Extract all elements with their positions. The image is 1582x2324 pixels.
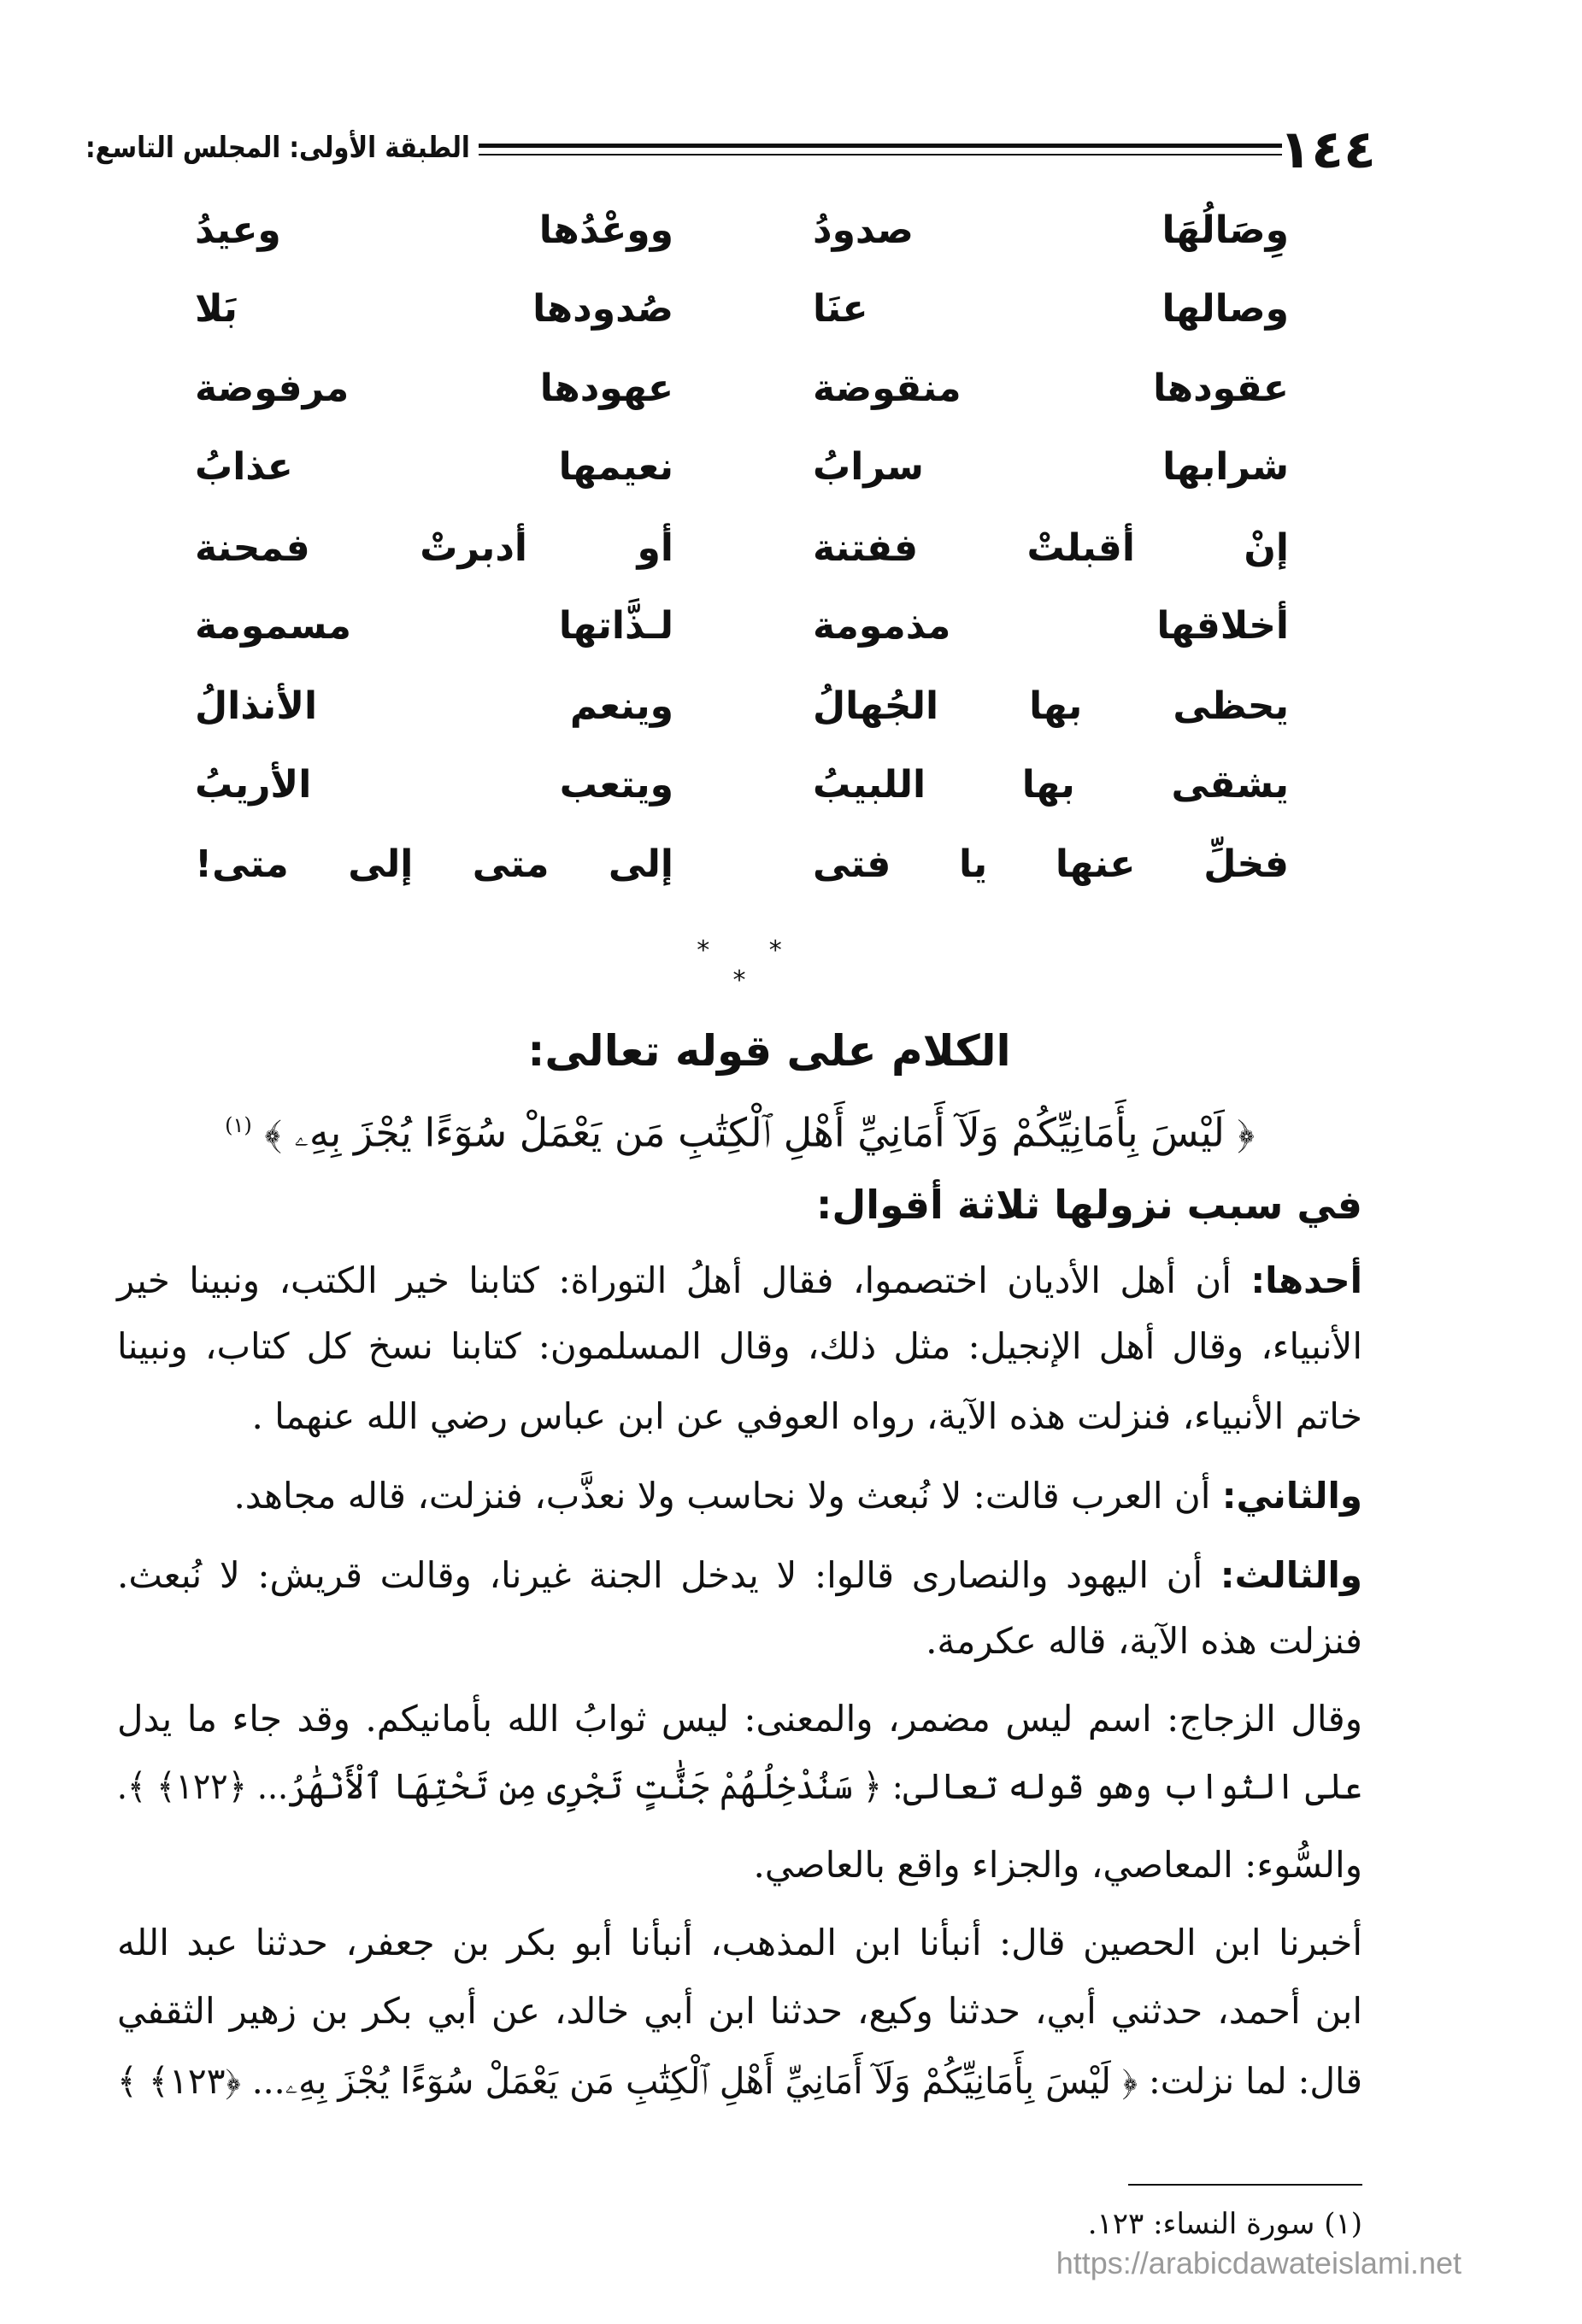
poem-hemistich-right: يحظى بها الجُهالُ	[813, 684, 1289, 728]
lead-word: والثاني:	[1221, 1475, 1362, 1517]
lead-word: والثالث:	[1220, 1554, 1362, 1596]
watermark-url: https://arabicdawateislami.net	[1056, 2245, 1461, 2280]
running-title: الطبقة الأولى: المجلس التاسع:	[85, 131, 470, 165]
line-text: أن أهل الأديان اختصموا، فقال أهلُ التوراة: كتابنا خير الكتب، ونبينا خير	[117, 1259, 1251, 1301]
text-line	[117, 1916, 1362, 1969]
line-text: أن العرب قالت: لا نُبعث ولا نحاسب ولا نعذَّب، فنزلت، قاله مجاهد.	[233, 1475, 1222, 1517]
subheading: في سبب نزولها ثلاثة أقوال:	[816, 1182, 1362, 1228]
text-line	[117, 1470, 1362, 1523]
quran-verse	[117, 1098, 1362, 1159]
section-heading: الكلام على قوله تعالى:	[527, 1026, 1011, 1076]
line-text: ابن أحمد، حدثني أبي، حدثنا وكيع، حدثنا ابن أبي خالد، عن أبي بكر بن زهير الثقفي	[117, 1990, 1362, 2032]
text-line	[117, 1549, 1362, 1602]
text-line	[117, 1320, 1362, 1373]
line-text: والسُّوء: المعاصي، والجزاء واقع بالعاصي.	[753, 1844, 1362, 1886]
poem-hemistich-left: ويتعب الأريبُ	[195, 763, 673, 807]
text-line	[117, 1390, 1362, 1443]
poem-hemistich-left: صُدودها بَلا	[195, 287, 673, 331]
text-line	[117, 2055, 1362, 2108]
line-text: أن اليهود والنصارى قالوا: لا يدخل الجنة غيرنا، وقالت قريش: لا نُبعث.	[117, 1554, 1220, 1596]
poem-hemistich-right: أخلاقها مذمومة	[813, 604, 1289, 648]
poem-hemistich-left: أو أدبرتْ فمحنة	[195, 526, 673, 570]
poem-hemistich-right: إنْ أقبلتْ ففتنة	[813, 526, 1289, 570]
text-line	[117, 1985, 1362, 2038]
poem-hemistich-right: شرابها سرابُ	[813, 445, 1289, 489]
poem-hemistich-right: فخلِّ عنها يا فتى	[813, 842, 1289, 886]
poem-hemistich-left: عهودها مرفوضة	[195, 367, 673, 410]
footnote-ref: (١)	[225, 1113, 252, 1137]
footnote: (١) سورة النساء: ١٢٣.	[1087, 2207, 1362, 2241]
poem-hemistich-right: يشقى بها اللبيبُ	[813, 763, 1289, 807]
poem-hemistich-right: عقودها منقوضة	[813, 367, 1289, 410]
line-text: فنزلت هذه الآية، قاله عكرمة.	[926, 1620, 1362, 1662]
poem-hemistich-left: ووعْدُها وعيدُ	[195, 208, 673, 252]
footnote-rule	[1128, 2184, 1362, 2186]
line-text: خاتم الأنبياء، فنزلت هذه الآية، رواه العوفي عن ابن عباس رضي الله عنهما .	[251, 1395, 1362, 1437]
line-text: أخبرنا ابن الحصين قال: أنبأنا ابن المذهب، أنبأنا أبو بكر بن جعفر، حدثنا عبد الله	[117, 1922, 1362, 1963]
line-text: الأنبياء، وقال أهل الإنجيل: مثل ذلك، وقال المسلمون: كتابنا نسخ كل كتاب، ونبينا	[117, 1325, 1362, 1367]
poem-hemistich-right: وِصَالُهَا صدودُ	[813, 208, 1289, 252]
page-number: ١٤٤	[1279, 118, 1376, 180]
verse-text: ﴿ لَيْسَ بِأَمَانِيِّكُمْ وَلَآ أَمَانِيِّ أَهْلِ ٱلْكِتَٰبِ مَن يَعْمَلْ سُوٓءًا يُجْزَ بِهِۦ ﴾	[264, 1109, 1255, 1156]
section-separator: * * *	[697, 936, 808, 995]
line-text: قال: لما نزلت: ﴿ لَيْسَ بِأَمَانِيِّكُمْ وَلَآ أَمَانِيِّ أَهْلِ ٱلْكِتَٰبِ مَن يَعْمَلْ سُوٓءًا يُجْزَ بِهِۦ... ﴿١٢٣﴾ ﴾	[116, 2060, 1363, 2102]
text-line	[117, 1839, 1362, 1892]
header-rule	[479, 144, 1282, 156]
text-line	[117, 1254, 1362, 1307]
text-line	[117, 1760, 1362, 1813]
poem-hemistich-left: وينعم الأنذالُ	[195, 684, 673, 728]
poem-hemistich-left: لـذَّاتها مسمومة	[195, 604, 673, 648]
poem-hemistich-left: نعيمها عذابُ	[195, 445, 673, 489]
line-text: على الثواب وهو قوله تعالى: ﴿ سَنُدْخِلُهُمْ جَنَّٰتٍ تَجْرِى مِن تَحْتِهَا ٱلْأَنْهَٰرُ... ﴿١٢٢﴾ ﴾.	[116, 1765, 1362, 1807]
poem-hemistich-left: إلى متى إلى متى!	[195, 842, 673, 886]
text-line	[117, 1693, 1362, 1746]
lead-word: أحدها:	[1250, 1259, 1362, 1301]
poem-hemistich-right: وصالها عنَا	[813, 287, 1289, 331]
text-line	[117, 1615, 1362, 1668]
line-text: وقال الزجاج: اسم ليس مضمر، والمعنى: ليس ثوابُ الله بأمانيكم. وقد جاء ما يدل	[117, 1698, 1362, 1740]
